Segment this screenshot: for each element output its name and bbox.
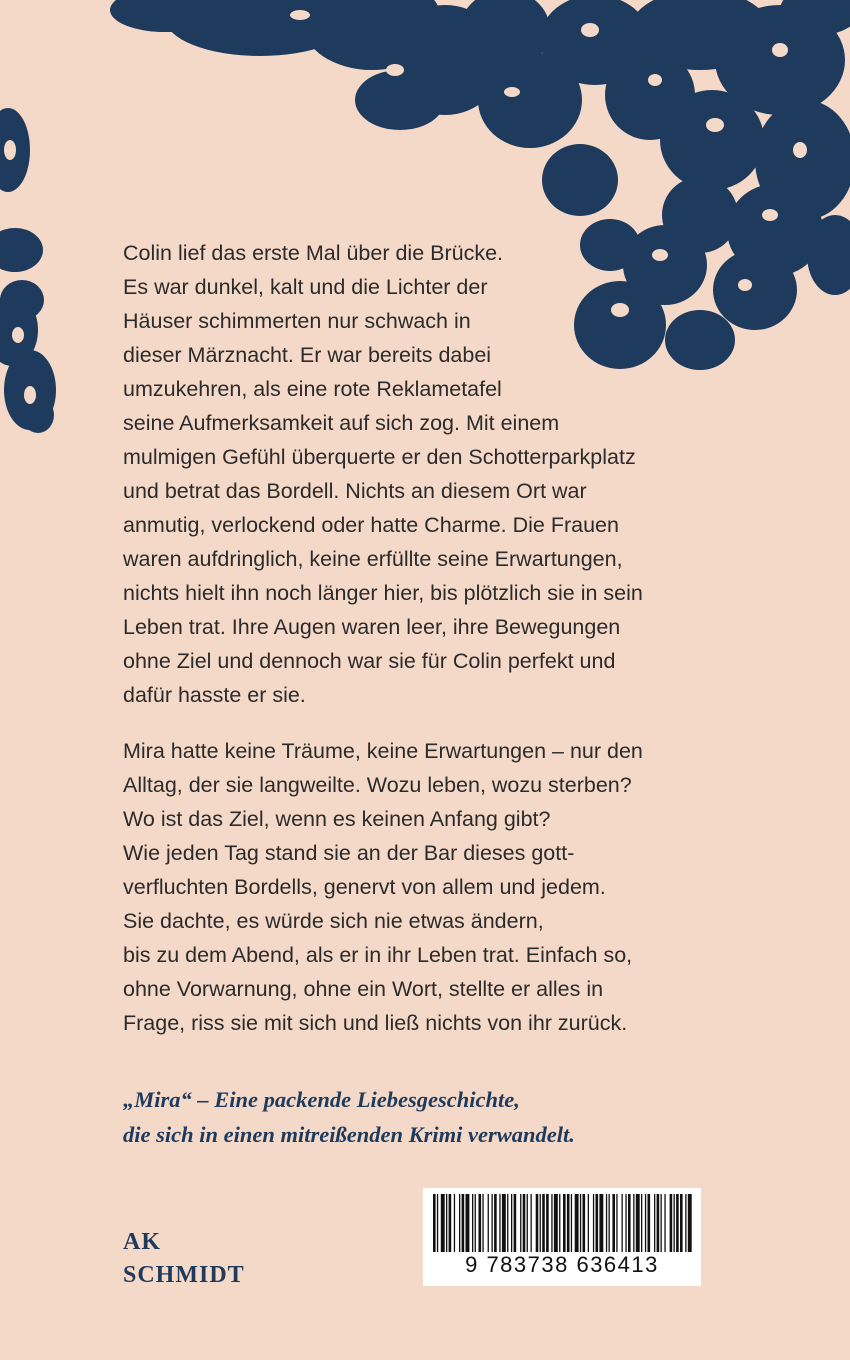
barcode-stripe [492,1194,493,1252]
barcode-stripe [542,1194,545,1252]
barcode-stripe [676,1194,679,1252]
barcode-stripe [657,1194,660,1252]
barcode-stripe [645,1194,646,1252]
text-line: und betrat das Bordell. Nichts an diesem Ort war [123,479,587,503]
barcode-stripe [661,1194,662,1252]
text-line: Sie dachte, es würde sich nie etwas ändern, [123,909,544,933]
barcode-stripe [479,1194,482,1252]
text-line: Colin lief das erste Mal über die Brücke. [123,241,504,265]
barcode-stripe [609,1194,610,1252]
barcode-stripe [472,1194,473,1252]
barcode-stripe [540,1194,541,1252]
barcode-stripe [583,1194,586,1252]
barcode-stripe [580,1194,581,1252]
barcode-stripe [625,1194,626,1252]
barcode-stripe [664,1194,665,1252]
barcode-stripe [511,1194,512,1252]
barcode-stripe [520,1194,521,1252]
barcode-stripe [563,1194,566,1252]
barcode-stripe [633,1194,634,1252]
text-line: Wie jeden Tag stand sie an der Bar dieses gott- [123,841,575,865]
barcode-stripe [514,1194,517,1252]
barcode-stripe [527,1194,528,1252]
barcode-stripe [531,1194,532,1252]
barcode-stripe [670,1194,673,1252]
barcode-stripe [466,1194,470,1252]
author-line-1: AK [123,1229,161,1255]
text-line: Wo ist das Ziel, wenn es keinen Anfang gibt? [123,807,551,831]
barcode-stripe [551,1194,552,1252]
barcode-stripe [599,1194,603,1252]
text-line: dieser Märznacht. Er war bereits dabei [123,343,492,367]
barcode-stripe [674,1194,675,1252]
tagline-line: die sich in einen mitreißenden Krimi verwandelt. [123,1122,575,1147]
barcode-stripe [680,1194,683,1252]
barcode-stripe [612,1194,615,1252]
isbn-number: 9 783738 636413 [465,1252,659,1277]
barcode-stripe [441,1194,445,1252]
barcode-stripe [499,1194,500,1252]
barcode-stripe [575,1194,579,1252]
barcode-stripe [546,1194,549,1252]
barcode-stripe [593,1194,594,1252]
barcode-stripe [554,1194,558,1252]
blurb-paragraph-1 [123,236,723,712]
barcode-stripe [641,1194,642,1252]
barcode-stripe [494,1194,497,1252]
barcode-stripe [636,1194,640,1252]
text-line: dafür hasste er sie. [123,683,306,707]
text-line: seine Aufmerksamkeit auf sich zog. Mit einem [123,411,560,435]
text-line: verfluchten Bordells, genervt von allem und jedem. [123,875,606,899]
tagline [123,1082,763,1152]
isbn-barcode [423,1188,701,1286]
text-line: Leben trat. Ihre Augen waren leer, ihre Bewegungen [123,615,621,639]
author-name [123,1226,245,1292]
barcode-stripe [606,1194,607,1252]
text-line: Mira hatte keine Träume, keine Erwartungen – nur den [123,739,643,763]
text-line: Frage, riss sie mit sich und ließ nichts von ihr zurück. [123,1011,628,1035]
barcode-stripe [596,1194,599,1252]
tagline-line: „Mira“ – Eine packende Liebesgeschichte, [123,1087,520,1112]
barcode-stripe [648,1194,651,1252]
barcode-stripe [616,1194,617,1252]
author-line-2: SCHMIDT [123,1262,245,1288]
text-line: mulmigen Gefühl überquerte er den Schotterparkplatz [123,445,636,469]
text-line: bis zu dem Abend, als er in ihr Leben trat. Einfach so, [123,943,633,967]
text-line: Es war dunkel, kalt und die Lichter der [123,275,488,299]
barcode-stripe [462,1194,465,1252]
barcode-stripe [449,1194,452,1252]
barcode-stripe [688,1194,692,1252]
barcode-stripe [559,1194,560,1252]
barcode-stripe [454,1194,455,1252]
barcode-stripe [433,1194,436,1252]
barcode-stripe [536,1194,539,1252]
barcode-stripe [437,1194,438,1252]
barcode-stripe [685,1194,686,1252]
text-line: ohne Ziel und dennoch war sie für Colin perfekt und [123,649,616,673]
barcode-stripe [622,1194,623,1252]
text-line: Alltag, der sie langweilte. Wozu leben, wozu sterben? [123,773,632,797]
barcode-stripe [475,1194,476,1252]
barcode-stripe [446,1194,447,1252]
text-line: waren aufdringlich, keine erfüllte seine Erwartungen, [123,547,623,571]
barcode-stripe [459,1194,460,1252]
barcode-stripe [507,1194,508,1252]
barcode-stripe [482,1194,483,1252]
text-line: nichts hielt ihn noch länger hier, bis plötzlich sie in sein [123,581,643,605]
barcode-stripe [628,1194,631,1252]
barcode-stripe [488,1194,489,1252]
barcode-stripe [567,1194,570,1252]
text-line: Häuser schimmerten nur schwach in [123,309,471,333]
text-line: umzukehren, als eine rote Reklametafel [123,377,502,401]
text-line: ohne Vorwarnung, ohne ein Wort, stellte er alles in [123,977,604,1001]
barcode-stripe [654,1194,655,1252]
blurb-paragraph-2 [123,734,723,1040]
text-line: anmutig, verlockend oder hatte Charme. Die Frauen [123,513,619,537]
barcode-stripe [571,1194,572,1252]
barcode-stripe [502,1194,506,1252]
barcode-stripe [588,1194,589,1252]
barcode-stripe [523,1194,526,1252]
